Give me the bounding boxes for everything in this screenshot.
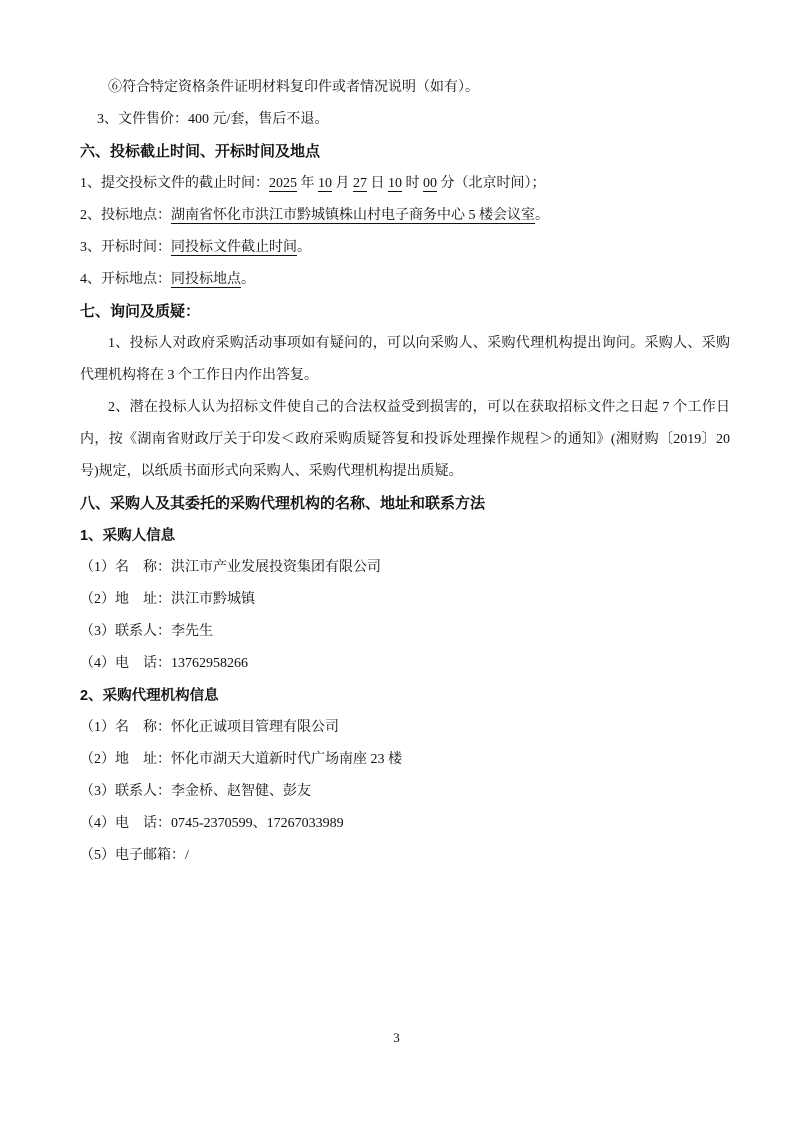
bid-place-period: 。 (535, 208, 549, 223)
open-time-period: 。 (297, 240, 311, 255)
bid-deadline-month-unit: 月 (332, 176, 353, 191)
inquiry-paragraph: 1、投标人对政府采购活动事项如有疑问的，可以向采购人、采购代理机构提出询问。采购人、采购代理机构将在 3 个工作日内作出答复。 (80, 336, 730, 383)
bid-place-label: 2、投标地点： (80, 208, 171, 223)
purchaser-contact-row: （3）联系人：李先生 (80, 624, 213, 639)
open-place-line (80, 264, 730, 296)
qualification-materials-note: ⑥符合特定资格条件证明材料复印件或者情况说明（如有）。 (108, 80, 479, 95)
open-place-label: 4、开标地点： (80, 272, 171, 287)
open-place-period: 。 (241, 272, 255, 287)
document-price-line: 3、文件售价：400 元/套，售后不退。 (97, 112, 329, 127)
section-7-heading: 七、询问及质疑： (80, 303, 201, 320)
bid-deadline-day: 27 (353, 176, 367, 191)
bid-deadline-day-unit: 日 (367, 176, 388, 191)
agency-email-row: （5）电子邮箱：/ (80, 848, 189, 863)
open-place-value: 同投标地点 (171, 272, 241, 287)
bid-deadline-suffix: 分（北京时间）； (437, 176, 546, 191)
purchaser-address-row: （2）地 址：洪江市黔城镇 (80, 592, 255, 607)
purchaser-info-heading: 1、采购人信息 (80, 528, 176, 544)
section-6-heading: 六、投标截止时间、开标时间及地点 (80, 143, 321, 160)
bid-deadline-hour-unit: 时 (402, 176, 423, 191)
agency-address-row: （2）地 址：怀化市湖天大道新时代广场南座 23 楼 (80, 752, 402, 767)
agency-info-heading: 2、采购代理机构信息 (80, 688, 219, 704)
bid-deadline-month: 10 (318, 176, 332, 191)
open-time-label: 3、开标时间： (80, 240, 171, 255)
bid-deadline-hour: 10 (388, 176, 402, 191)
bid-deadline-year: 2025 (269, 176, 297, 191)
purchaser-name-row: （1）名 称：洪江市产业发展投资集团有限公司 (80, 560, 381, 575)
open-time-line (80, 232, 730, 264)
section-8-heading: 八、采购人及其委托的采购代理机构的名称、地址和联系方法 (80, 495, 486, 512)
bid-place-value: 湖南省怀化市洪江市黔城镇株山村电子商务中心 5 楼会议室 (171, 208, 535, 223)
bid-place-line (80, 200, 730, 232)
agency-phone-row: （4）电 话：0745-2370599、17267033989 (80, 816, 344, 831)
agency-contact-row: （3）联系人：李金桥、赵智健、彭友 (80, 784, 311, 799)
bid-deadline-minute: 00 (423, 176, 437, 191)
bid-deadline-year-unit: 年 (297, 176, 318, 191)
bid-deadline-line (80, 168, 730, 200)
challenge-paragraph: 2、潜在投标人认为招标文件使自己的合法权益受到损害的，可以在获取招标文件之日起 7 个工作日内，按《湖南省财政厅关于印发＜政府采购质疑答复和投诉处理操作规程＞的通知》(湘财购〔2019〕20 号)规定，以纸质书面形式向采购人、采购代理机构提出质疑。 (80, 400, 730, 479)
agency-name-row: （1）名 称：怀化正诚项目管理有限公司 (80, 720, 339, 735)
page-number: 3 (393, 1030, 400, 1045)
open-time-value: 同投标文件截止时间 (171, 240, 297, 255)
purchaser-phone-row: （4）电 话：13762958266 (80, 656, 248, 671)
bid-deadline-label: 1、提交投标文件的截止时间： (80, 176, 269, 191)
